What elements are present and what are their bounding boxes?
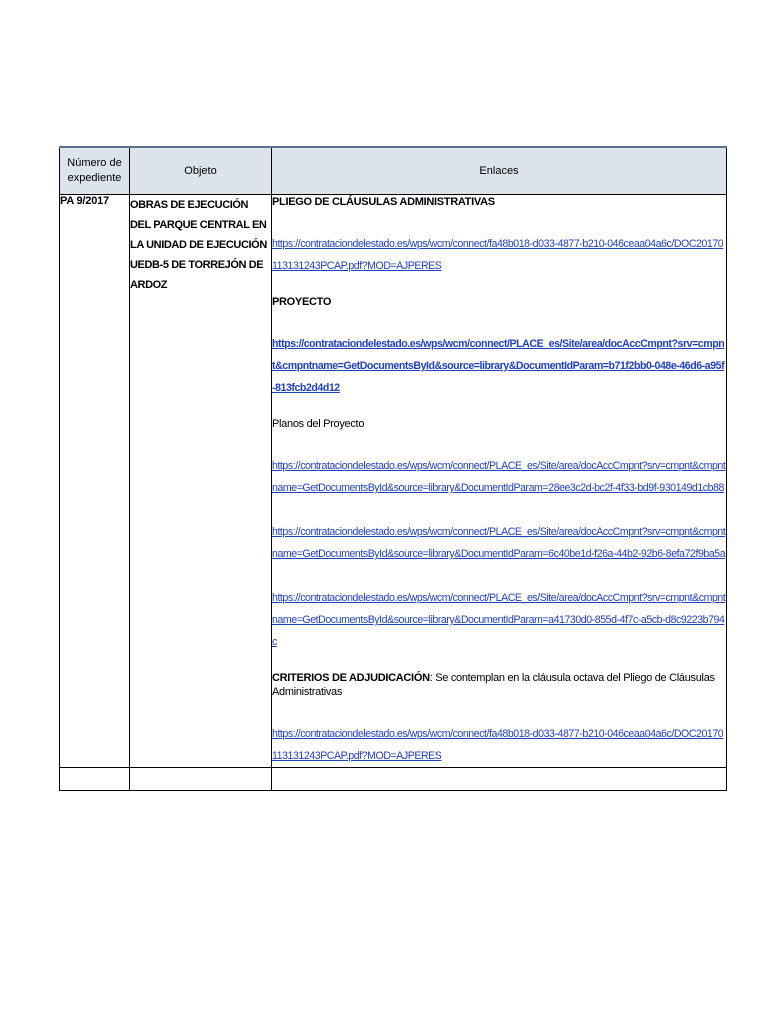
criterios-link[interactable]: https://contrataciondelestado.es/wps/wcm/connect/fa48b018-d033-4877-b210-046ceaa04a6c/DOC20170113131243PCAP.pdf?MOD=AJPERES xyxy=(272,728,724,762)
empty-cell xyxy=(130,768,272,791)
header-objeto: Objeto xyxy=(130,147,272,195)
criterios-line xyxy=(272,671,726,699)
contracts-table xyxy=(59,146,727,791)
empty-cell xyxy=(60,768,130,791)
pliego-link[interactable]: https://contrataciondelestado.es/wps/wcm/connect/fa48b018-d033-4877-b210-046ceaa04a6c/DOC20170113131243PCAP.pdf?MOD=AJPERES xyxy=(272,238,724,272)
criterios-label: CRITERIOS DE ADJUDICACIÓN xyxy=(272,672,430,684)
table-row-empty xyxy=(60,768,727,791)
planos-link-1[interactable]: https://contrataciondelestado.es/wps/wcm/connect/PLACE_es/Site/area/docAccCmpnt?srv=cmpnt&cmpntname=GetDocumentsById&source=library&DocumentIdParam=28ee3c2d-bc2f-4f33-bd9f-930149d1cb88 xyxy=(272,460,726,494)
planos-link-3[interactable]: https://contrataciondelestado.es/wps/wcm/connect/PLACE_es/Site/area/docAccCmpnt?srv=cmpnt&cmpntname=GetDocumentsById&source=library&DocumentIdParam=a41730d0-855d-4f7c-a5cb-d8c9223b794c xyxy=(272,592,726,648)
table-row xyxy=(60,195,727,768)
header-expediente: Número de expediente xyxy=(60,147,130,195)
expediente-cell: PA 9/2017 xyxy=(60,195,130,768)
pliego-title: PLIEGO DE CLÁUSULAS ADMINISTRATIVAS xyxy=(272,196,495,208)
enlaces-cell xyxy=(272,195,727,768)
objeto-cell: OBRAS DE EJECUCIÓN DEL PARQUE CENTRAL EN LA UNIDAD DE EJECUCIÓN UEDB-5 DE TORREJÓN DE ARDOZ xyxy=(130,195,272,768)
planos-title: Planos del Proyecto xyxy=(272,418,365,430)
planos-link-2[interactable]: https://contrataciondelestado.es/wps/wcm/connect/PLACE_es/Site/area/docAccCmpnt?srv=cmpnt&cmpntname=GetDocumentsById&source=library&DocumentIdParam=6c40be1d-f26a-44b2-92b6-8efa72f9ba5a xyxy=(272,526,726,560)
header-enlaces: Enlaces xyxy=(272,147,727,195)
empty-cell xyxy=(272,768,727,791)
proyecto-title: PROYECTO xyxy=(272,296,332,308)
table-header-row xyxy=(60,147,727,195)
criterios-text: : Se contemplan en la cláusula octava del Pliego de Cláusulas Administrativas xyxy=(272,672,715,698)
proyecto-link[interactable]: https://contrataciondelestado.es/wps/wcm/connect/PLACE_es/Site/area/docAccCmpnt?srv=cmpnt&cmpntname=GetDocumentsById&source=library&DocumentIdParam=b71f2bb0-048e-46d6-a95f-813fcb2d4d12 xyxy=(272,338,725,394)
